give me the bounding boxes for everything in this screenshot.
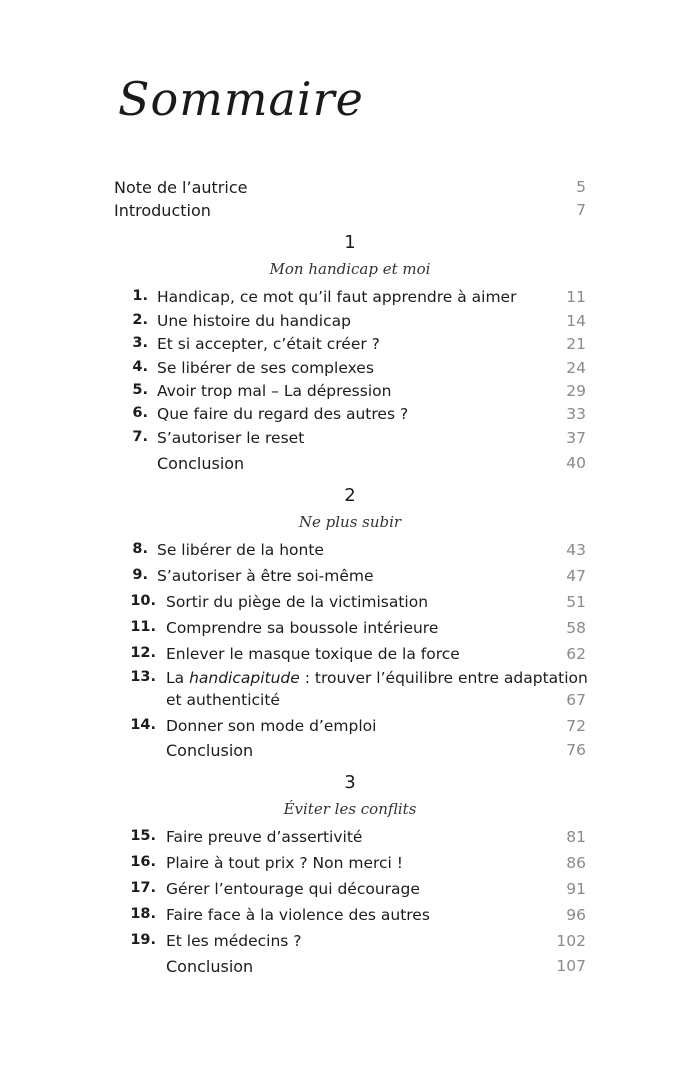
chapter-page: 21: [566, 335, 586, 353]
front-entry-page: 5: [576, 178, 586, 196]
chapter-number: 6.: [132, 405, 148, 421]
chapter-number: 9.: [132, 567, 148, 583]
chapter-label[interactable]: Une histoire du handicap: [157, 312, 351, 330]
chapter-number: 1.: [132, 288, 148, 304]
chapter-page: 67: [566, 691, 586, 709]
chapter-number: 10.: [130, 593, 156, 609]
chapter-label[interactable]: Sortir du piège de la victimisation: [166, 593, 429, 611]
chapter-number: 7.: [132, 429, 148, 445]
chapter-page: 43: [566, 541, 586, 559]
chapter-number: 8.: [132, 541, 148, 557]
chapter-label[interactable]: Plaire à tout prix ? Non merci !: [166, 854, 404, 872]
conclusion-label[interactable]: Conclusion: [166, 741, 254, 760]
chapter-number: 17.: [130, 880, 156, 896]
chapter-label[interactable]: Handicap, ce mot qu’il faut apprendre à aimer: [157, 288, 517, 306]
chapter-number: 18.: [130, 906, 156, 922]
chapter-label-suffix: : trouver l’équilibre entre adaptation: [299, 669, 588, 687]
chapter-label[interactable]: S’autoriser à être soi-même: [157, 567, 374, 585]
chapter-number: 4.: [132, 359, 148, 375]
part-title: Ne plus subir: [298, 513, 402, 531]
chapter-page: 24: [566, 359, 586, 377]
chapter-label[interactable]: Et les médecins ?: [166, 932, 302, 950]
chapter-label-prefix: La: [166, 669, 190, 687]
chapter-label[interactable]: Gérer l’entourage qui décourage: [166, 880, 420, 898]
chapter-label[interactable]: Comprendre sa boussole intérieure: [166, 619, 439, 637]
chapter-number: 12.: [130, 645, 156, 661]
chapter-label-line2[interactable]: et authenticité: [166, 691, 280, 709]
front-entry-label[interactable]: Introduction: [114, 201, 211, 220]
chapter-page: 37: [566, 429, 586, 447]
front-entry-label[interactable]: Note de l’autrice: [114, 178, 248, 197]
part-title: Mon handicap et moi: [269, 260, 431, 278]
page-title: Sommaire: [118, 72, 364, 126]
chapter-page: 29: [566, 382, 586, 400]
chapter-page: 51: [566, 593, 586, 611]
part-number: 1: [344, 232, 356, 253]
chapter-label[interactable]: Faire preuve d’assertivité: [166, 828, 363, 846]
chapter-page: 11: [566, 288, 586, 306]
conclusion-label[interactable]: Conclusion: [157, 454, 245, 473]
chapter-number: 16.: [130, 854, 156, 870]
chapter-number: 2.: [132, 312, 148, 328]
chapter-label-italic: handicapitude: [189, 669, 300, 687]
chapter-label[interactable]: Avoir trop mal – La dépression: [157, 382, 392, 400]
chapter-number: 11.: [130, 619, 156, 635]
chapter-label[interactable]: Se libérer de la honte: [157, 541, 324, 559]
chapter-page: 33: [566, 405, 586, 423]
part-number: 2: [344, 485, 356, 506]
chapter-page: 58: [566, 619, 586, 637]
chapter-page: 14: [566, 312, 586, 330]
conclusion-page: 107: [556, 957, 586, 975]
chapter-label[interactable]: Et si accepter, c’était créer ?: [157, 335, 380, 353]
chapter-page: 91: [566, 880, 586, 898]
chapter-number: 3.: [132, 335, 148, 351]
part-title: Éviter les conflits: [283, 800, 417, 818]
chapter-page: 86: [566, 854, 586, 872]
chapter-number: 19.: [130, 932, 156, 948]
chapter-label[interactable]: Enlever le masque toxique de la force: [166, 645, 460, 663]
chapter-label[interactable]: Se libérer de ses complexes: [157, 359, 374, 377]
chapter-page: 102: [556, 932, 586, 950]
conclusion-label[interactable]: Conclusion: [166, 957, 254, 976]
chapter-page: 62: [566, 645, 586, 663]
chapter-number: 15.: [130, 828, 156, 844]
chapter-page: 81: [566, 828, 586, 846]
front-entry-page: 7: [576, 201, 586, 219]
chapter-number: 13.: [130, 669, 156, 685]
chapter-label[interactable]: Faire face à la violence des autres: [166, 906, 430, 924]
chapter-label[interactable]: Que faire du regard des autres ?: [157, 405, 409, 423]
chapter-label[interactable]: Donner son mode d’emploi: [166, 717, 377, 735]
chapter-number: 14.: [130, 717, 156, 733]
chapter-page: 72: [566, 717, 586, 735]
chapter-page: 96: [566, 906, 586, 924]
chapter-label[interactable]: S’autoriser le reset: [157, 429, 305, 447]
chapter-page: 47: [566, 567, 586, 585]
chapter-number: 5.: [132, 382, 148, 398]
part-number: 3: [344, 772, 356, 793]
conclusion-page: 76: [566, 741, 586, 759]
conclusion-page: 40: [566, 454, 586, 472]
chapter-label[interactable]: [166, 669, 588, 687]
